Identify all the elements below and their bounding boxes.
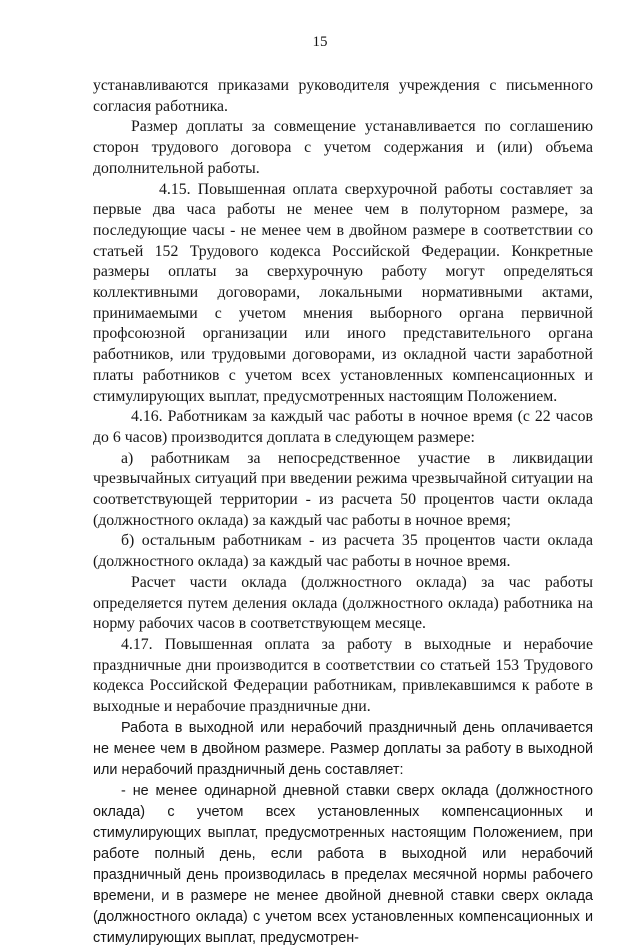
paragraph-combination-pay: Размер доплаты за совмещение устанавливается по соглашению сторон трудового договора с учетом содержания и (или) объема дополнительной работы. bbox=[93, 118, 593, 177]
paragraph-hourly-rate: Расчет части оклада (должностного оклада) за час работы определяется путем деления оклада (должностного оклада) работника на норму рабочих часов в соответствующем месяце. bbox=[93, 573, 593, 633]
paragraph-continuation: устанавливаются приказами руководителя учреждения с письменного согласия работника. bbox=[93, 77, 593, 115]
paragraph-4-15: 4.15. Повышенная оплата сверхурочной работы составляет за первые два часа работы не менее чем в полуторном размере, за последующие часы - не менее чем в двойном размере в соответствии со статьей 152 Трудового кодекса Российской Федерации. Конкретные размеры оплаты за сверхурочную работу могут определяться коллективными договорами, локальными нормативными актами, принимаемыми с учетом мнения выборного органа первичной профсоюзной организации или иного представительного органа работников, или трудовыми договорами, из окладной части заработной платы работников с учетом всех установленных компенсационных и стимулирующих выплат, предусмотренных настоящим Положением. bbox=[93, 180, 593, 405]
paragraph-4-16: 4.16. Работникам за каждый час работы в ночное время (с 22 часов до 6 часов) производится доплата в следующем размере: bbox=[93, 408, 593, 446]
paragraph-holiday-rate-list: - не менее одинарной дневной ставки сверх оклада (должностного оклада) с учетом всех установленных компенсационных и стимулирующих выплат, предусмотренных настоящим Положением, при работе полный день, если работа в выходной или нерабочий праздничный день производилась в пределах месячной нормы рабочего времени, и в размере не менее двойной дневной ставки сверх оклада (должностного оклада) с учетом всех установленных компенсационных и стимулирующих выплат, предусмотрен- bbox=[93, 782, 593, 946]
document-body bbox=[93, 76, 593, 949]
paragraph-item-b: б) остальным работникам - из расчета 35 процентов части оклада (должностного оклада) за каждый час работы в ночное время. bbox=[93, 532, 593, 571]
paragraph-4-17: 4.17. Повышенная оплата за работу в выходные и нерабочие праздничные дни производится в соответствии со статьей 153 Трудового кодекса Российской Федерации работникам, привлекавшимся к работе в выходные и нерабочие праздничные дни. bbox=[93, 635, 593, 716]
page-number: 15 bbox=[312, 34, 328, 50]
paragraph-holiday-pay: Работа в выходной или нерабочий праздничный день оплачивается не менее чем в двойном размере. Размер доплаты за работу в выходной или нерабочий праздничный день составляет: bbox=[93, 719, 593, 778]
paragraph-item-a: а) работникам за непосредственное участие в ликвидации чрезвычайных ситуаций при введении режима чрезвычайной ситуации на соответствующей территории - из расчета 50 процентов части оклада (должностного оклада) за каждый час работы в ночное время; bbox=[93, 449, 593, 529]
